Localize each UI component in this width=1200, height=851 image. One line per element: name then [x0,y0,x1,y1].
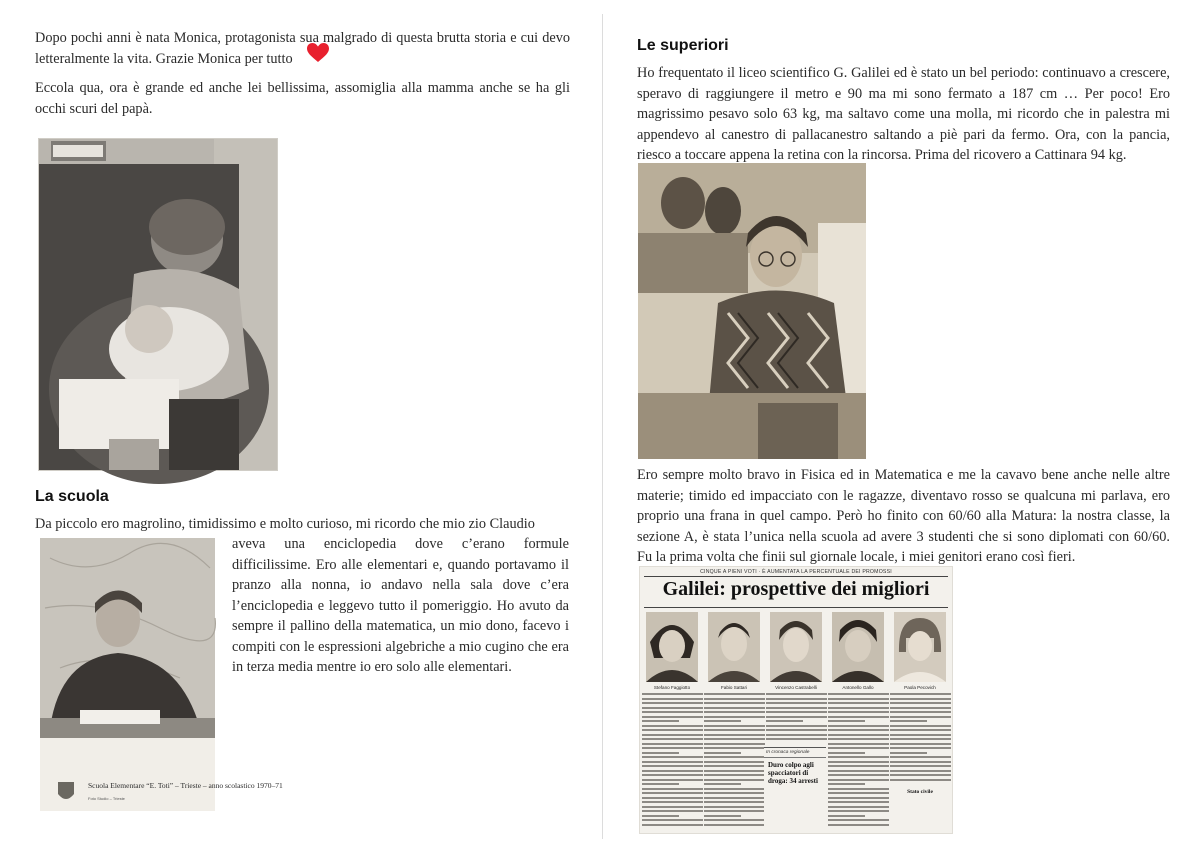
clipping-print-line [766,702,827,704]
clipping-print-line [828,761,889,763]
clipping-print-line [766,729,827,731]
school-emblem-icon [58,782,74,799]
clipping-print-line [890,765,951,767]
clipping-print-line [890,711,951,713]
clipping-rule-bottom [644,607,948,608]
clipping-print-line [704,815,741,817]
clipping-print-line [704,788,765,790]
portrait-caption-5: Paola Pecovich [904,685,936,690]
clipping-print-line [642,711,703,713]
clipping-print-line [704,720,741,722]
clipping-print-line [890,734,951,736]
clipping-print-line [642,824,703,826]
clipping-print-line [642,720,679,722]
clipping-print-line [828,824,889,826]
clipping-print-line [704,792,765,794]
clipping-print-line [642,801,703,803]
clipping-print-line [890,693,951,695]
clipping-print-line [766,716,827,718]
clipping-print-line [704,734,765,736]
clipping-print-line [642,792,703,794]
clipping-portrait-4 [832,612,884,682]
newspaper-clipping [639,566,953,834]
clipping-print-line [890,747,951,749]
clipping-print-line [642,738,703,740]
high-school-paragraph-1: Ho frequentato il liceo scientifico G. Galilei ed è stato un bel periodo: continuavo a crescere, speravo di raggiungere il metro e 90 ma mi sono fermato a 187 cm … Per poco! Ero magrissimo pesavo solo 63 kg, ma saltavo come una molla, mi ricordo che in palestra mi appendevo al canestro di pallacanestro saltando a piè pari da fermo. Ora, con la pancia, riesco a toccare appena la retina con la rincorsa. Prima del ricovero a Cattinara 94 kg. [637,65,1170,163]
clipping-print-line [704,819,765,821]
clipping-print-line [704,729,765,731]
clipping-headline: Galilei: prospettive dei migliori [662,578,930,600]
clipping-print-line [766,707,827,709]
clipping-print-line [828,702,889,704]
clipping-print-line [704,765,765,767]
clipping-print-line [642,702,703,704]
clipping-print-line [890,725,951,727]
clipping-print-line [642,797,703,799]
clipping-print-line [704,698,765,700]
clipping-print-line [704,756,765,758]
clipping-print-line [828,725,889,727]
clipping-print-line [766,711,827,713]
clipping-print-line [642,810,703,812]
portrait-caption-4: Antonello Gallo [842,685,874,690]
clipping-print-line [704,797,765,799]
clipping-print-line [828,797,889,799]
clipping-print-line [828,693,889,695]
clipping-print-line [890,752,927,754]
clipping-print-line [766,720,803,722]
clipping-print-line [642,761,703,763]
right-page [637,0,1170,851]
clipping-print-line [642,783,679,785]
clipping-print-line [828,788,889,790]
clipping-portrait-1 [646,612,698,682]
clipping-print-line [828,774,889,776]
clipping-print-line [828,752,865,754]
clipping-print-line [828,707,889,709]
clipping-text-column-4 [828,693,889,829]
clipping-print-line [704,774,765,776]
clipping-print-line [828,783,865,785]
photo-brother-and-baby-sister [38,138,278,471]
clipping-print-line [642,707,703,709]
clipping-print-line [704,702,765,704]
clipping-rule-top [644,576,948,577]
clipping-print-line [828,765,889,767]
portrait-caption-3: Vincenzo Castrabelli [775,685,817,690]
clipping-print-line [704,725,765,727]
clipping-print-line [766,725,827,727]
clipping-print-line [704,738,765,740]
school-paragraph-1: Da piccolo ero magrolino, timidissimo e molto curioso, mi ricordo che mio zio Claudio [35,516,535,532]
clipping-print-line [890,779,951,781]
clipping-print-line [828,792,889,794]
school-paragraph-2: aveva una enciclopedia dove c’erano formule difficilissime. Ero alle elementari e, quando portavamo il pranzo alla nonna, io andavo nella sala dove c’era l’enciclopedia e leggevo tutto il pomeriggio. Ho avuto da sempre il pallino della matematica, un mio dono, facevo i compiti con le espressioni algebriche a mio cugino che era in terza media mentre io ero solo alle elementari. [232,536,569,675]
clipping-portrait-5 [894,612,946,682]
clipping-print-line [828,734,889,736]
left-page [35,0,570,851]
heart-icon [307,43,329,70]
clipping-print-line [890,702,951,704]
photo-high-school-student [638,163,866,459]
clipping-print-line [828,729,889,731]
portrait-caption-1: Stefano Faggiotto [653,685,691,690]
high-school-paragraph-2: Ero sempre molto bravo in Fisica ed in Matematica e me la cavavo bene anche nelle altre materie; timido ed impacciato con le ragazze, diventavo rosso se qualcuna mi parlava, ero proprio una frana in quel campo. Però ho finito con 60/60 alla Matura: la nostra classe, la sezione A, è stata l’unica nella scuola ad avere 3 studenti che si sono diplomati con 60/60. Fu la prima volta che finii sul giornale locale, i miei genitori erano così fieri. [637,467,1170,565]
clipping-print-line [642,729,703,731]
clipping-print-line [642,698,703,700]
school-caption-line-1: Scuola Elementare “E. Toti” – Trieste – anno scolastico 1970–71 [88,781,283,790]
clipping-print-line [890,738,951,740]
photo-school-portrait [40,538,283,811]
clipping-print-line [828,716,889,718]
clipping-print-line [828,815,865,817]
clipping-portrait-2 [708,612,760,682]
clipping-print-line [766,698,827,700]
clipping-print-line [828,698,889,700]
clipping-print-line [704,761,765,763]
clipping-print-line [642,734,703,736]
clipping-print-line [766,734,827,736]
intro-paragraph-1 [35,28,570,69]
clipping-print-line [828,743,889,745]
clipping-print-line [828,779,889,781]
clipping-print-line [704,779,765,781]
clipping-print-line [890,698,951,700]
clipping-print-line [704,810,765,812]
clipping-print-line [828,801,889,803]
clipping-portrait-3 [770,612,822,682]
inset-box-title: Duro colpo agli spacciatori di droga: 34 arresti [768,761,818,785]
clipping-print-line [704,752,741,754]
clipping-print-line [704,806,765,808]
heading-school: La scuola [35,488,109,505]
portrait-caption-2: Fabio Sattari [720,685,748,690]
clipping-print-line [828,747,889,749]
clipping-print-line [890,756,951,758]
clipping-print-line [704,770,765,772]
clipping-print-line [642,815,679,817]
clipping-print-line [642,788,703,790]
clipping-print-line [642,716,703,718]
clipping-print-line [828,756,889,758]
clipping-print-line [704,711,765,713]
clipping-print-line [890,770,951,772]
clipping-print-line [642,806,703,808]
clipping-print-line [704,707,765,709]
clipping-print-line [704,716,765,718]
clipping-print-line [642,747,703,749]
clipping-print-line [890,720,927,722]
clipping-print-line [704,693,765,695]
clipping-print-line [642,693,703,695]
intro-text-1: Dopo pochi anni è nata Monica, protagonista sua malgrado di questa brutta storia e cui devo letteralmente la vita. Grazie Monica per tutto [35,30,570,67]
clipping-print-line [828,711,889,713]
clipping-print-line [766,693,827,695]
clipping-print-line [890,774,951,776]
heading-high-school: Le superiori [637,37,729,54]
clipping-text-column-1 [642,693,703,829]
clipping-print-line [704,783,741,785]
clipping-print-line [642,819,703,821]
clipping-print-line [890,761,951,763]
clipping-side-title: Stato civile [907,789,933,795]
clipping-print-line [890,716,951,718]
clipping-print-line [828,738,889,740]
clipping-text-column-3 [766,693,827,745]
clipping-print-line [890,707,951,709]
clipping-print-line [642,756,703,758]
clipping-print-line [766,738,827,740]
clipping-print-line [828,810,889,812]
clipping-inset-box [764,747,826,832]
clipping-print-line [704,801,765,803]
clipping-text-column-2 [704,693,765,829]
inset-box-kicker: In cronaca regionale [764,748,826,758]
clipping-print-line [642,779,703,781]
school-caption-line-2: Foto Studio – Trieste [88,796,125,801]
clipping-print-line [890,729,951,731]
clipping-print-line [890,743,951,745]
clipping-text-column-5 [890,693,951,785]
clipping-print-line [642,765,703,767]
clipping-print-line [642,725,703,727]
clipping-print-line [828,819,889,821]
intro-paragraph-2: Eccola qua, ora è grande ed anche lei bellissima, assomiglia alla mamma anche se ha gli occhi scuri del papà. [35,80,570,117]
clipping-print-line [704,743,765,745]
clipping-print-line [642,752,679,754]
clipping-kicker: CINQUE A PIENI VOTI · È AUMENTATA LA PERCENTUALE DEI PROMOSSI [700,569,892,575]
clipping-print-line [828,770,889,772]
clipping-print-line [828,720,865,722]
clipping-print-line [642,770,703,772]
clipping-print-line [704,824,765,826]
page-divider [602,14,603,839]
clipping-print-line [642,743,703,745]
clipping-print-line [828,806,889,808]
clipping-print-line [642,774,703,776]
clipping-print-line [704,747,765,749]
